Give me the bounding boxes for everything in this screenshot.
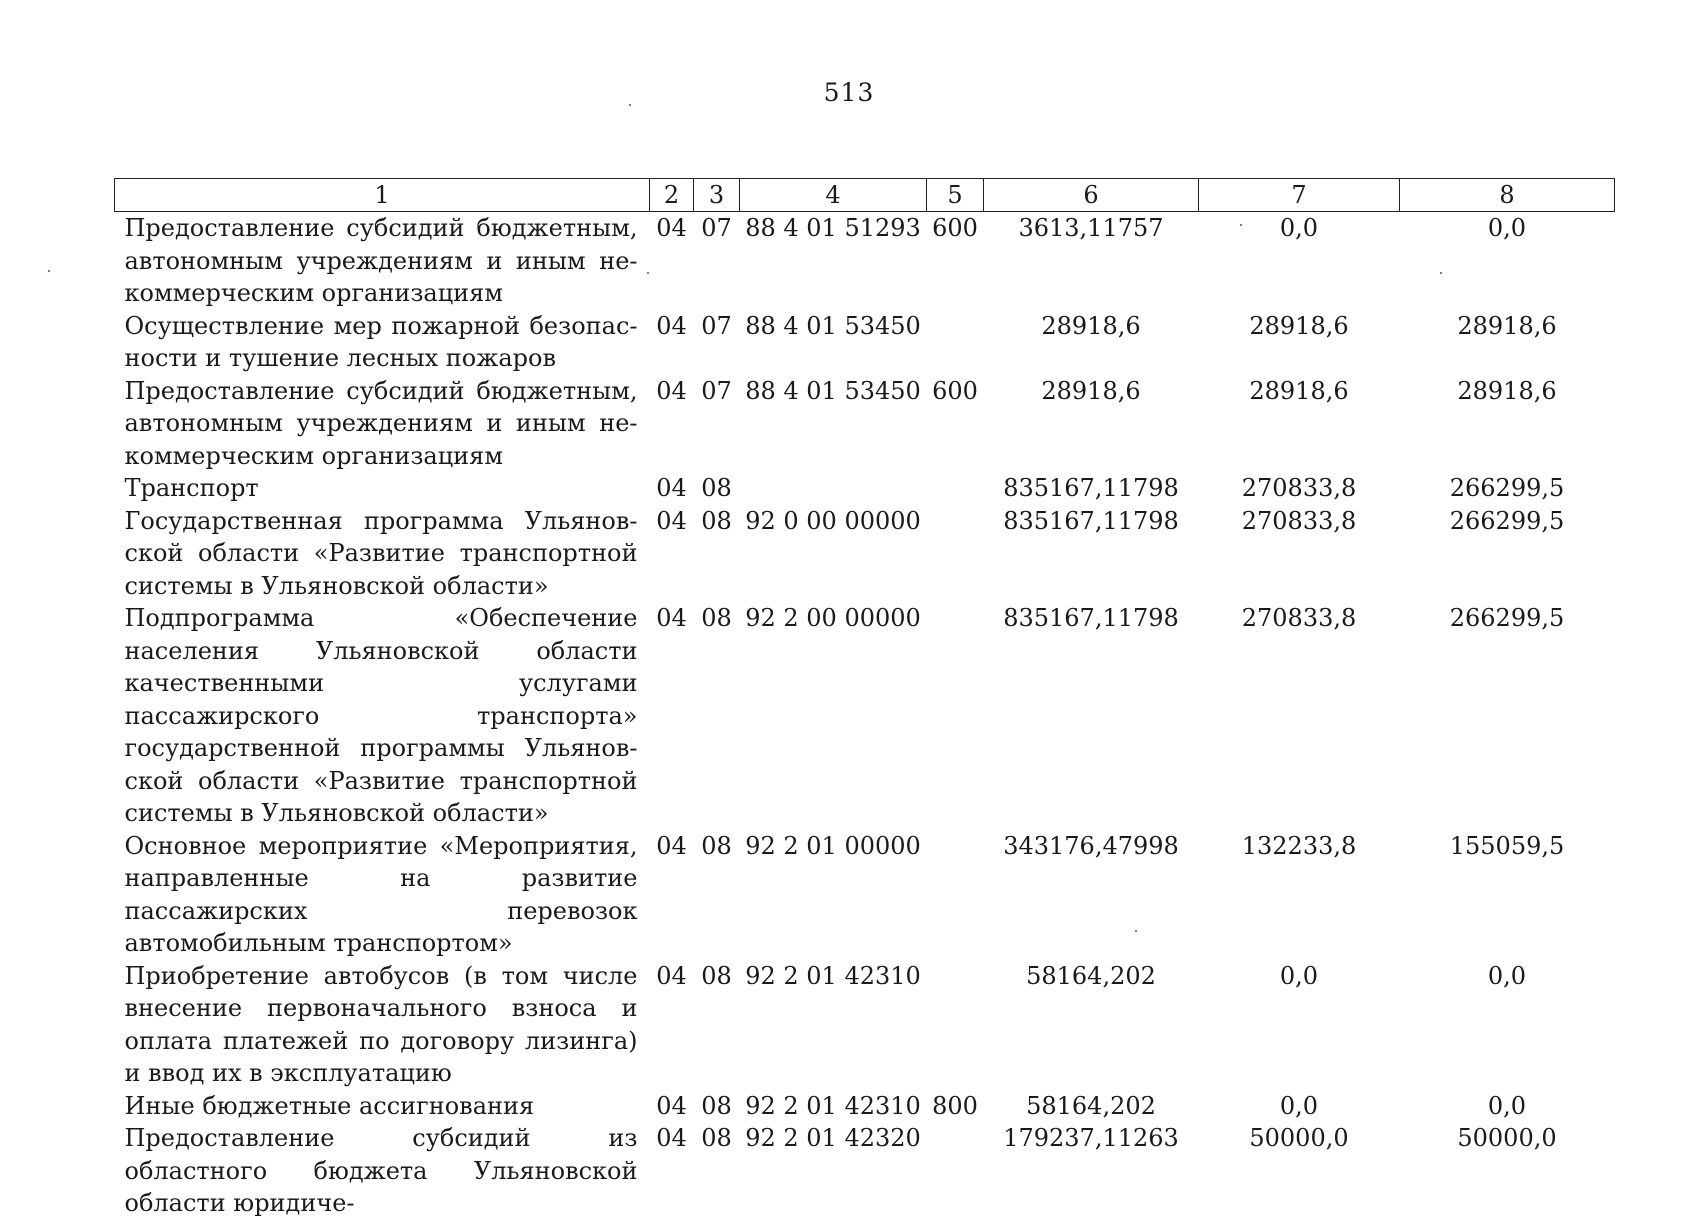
- column-header: 4: [740, 179, 927, 212]
- target-article-code: 92 2 01 42310: [745, 961, 921, 990]
- section-code: 04: [656, 961, 687, 990]
- subsection-code: 08: [701, 1124, 732, 1152]
- expense-type-code: [927, 960, 984, 1090]
- amount-col-6: 835167,11798: [1003, 474, 1179, 502]
- amount-col-6: 835167,11798: [1003, 604, 1179, 632]
- subsection-code: 07: [701, 214, 732, 242]
- page-number: 513: [823, 78, 875, 107]
- amount-col-7: 28918,6: [1249, 311, 1349, 340]
- amount-col-6: 28918,6: [1041, 311, 1141, 340]
- scan-speck: [629, 104, 631, 106]
- table-row: [115, 1090, 1615, 1123]
- target-article-code: 88 4 01 53450: [745, 376, 921, 405]
- target-article-code: 92 2 01 00000: [745, 831, 921, 860]
- expense-type-code: 600: [932, 214, 978, 242]
- target-article-code: 92 0 00 00000: [745, 506, 921, 535]
- amount-col-6: 3613,11757: [1018, 214, 1164, 242]
- expense-type-code: [927, 472, 984, 505]
- column-header: 8: [1400, 179, 1615, 212]
- section-code: 04: [656, 506, 687, 535]
- section-code: 04: [656, 311, 687, 340]
- subsection-code: 08: [701, 604, 732, 632]
- amount-col-6: 179237,11263: [1003, 1124, 1179, 1152]
- item-name: Основное мероприятие «Мероприятия, направленные на развитие пассажирских перевозок автомобильным транспортом»: [124, 831, 638, 957]
- amount-col-7: 0,0: [1279, 961, 1319, 990]
- table-row: [115, 310, 1615, 375]
- scan-speck: [48, 270, 50, 272]
- amount-col-8: 0,0: [1487, 961, 1527, 990]
- expense-type-code: 800: [932, 1091, 978, 1120]
- section-code: 04: [656, 604, 687, 632]
- amount-col-8: 266299,5: [1449, 474, 1565, 502]
- amount-col-7: 270833,8: [1241, 474, 1357, 502]
- table-row: [115, 472, 1615, 505]
- expense-type-code: [927, 310, 984, 375]
- column-header: 6: [984, 179, 1199, 212]
- subsection-code: 08: [701, 961, 732, 990]
- table-row: [115, 375, 1615, 473]
- target-article-code: 92 2 01 42310: [745, 1091, 921, 1120]
- target-article-code: 92 2 00 00000: [745, 604, 921, 632]
- item-name: Предоставление субсидий из областного бюджета Ульяновской области юридиче-: [124, 1124, 638, 1217]
- column-header: 7: [1199, 179, 1400, 212]
- item-name: Предоставление субсидий бюджетным, автономным учреждениям и иным некоммерческим организациям: [124, 214, 638, 307]
- item-name: Приобретение автобусов (в том числе внесение первоначального взноса и оплата платежей по договору лизинга) и ввод их в эксплуатацию: [124, 961, 638, 1087]
- amount-col-7: 28918,6: [1249, 376, 1349, 405]
- amount-col-8: 50000,0: [1457, 1124, 1557, 1152]
- amount-col-8: 266299,5: [1449, 506, 1565, 535]
- amount-col-7: 132233,8: [1241, 831, 1357, 860]
- amount-col-6: 28918,6: [1041, 376, 1141, 405]
- item-name: Осуществление мер пожарной безопасности и тушение лесных пожаров: [124, 311, 638, 372]
- section-code: 04: [656, 1091, 687, 1120]
- table-row: [115, 1122, 1615, 1220]
- expense-type-code: [927, 602, 984, 830]
- amount-col-6: 58164,202: [1026, 961, 1156, 990]
- amount-col-8: 28918,6: [1457, 311, 1557, 340]
- budget-table: [114, 178, 1615, 1220]
- item-name: Транспорт: [124, 474, 259, 502]
- amount-col-7: 270833,8: [1241, 604, 1357, 632]
- amount-col-6: 58164,202: [1026, 1091, 1156, 1120]
- amount-col-7: 270833,8: [1241, 506, 1357, 535]
- subsection-code: 08: [701, 474, 732, 502]
- table-row: [115, 602, 1615, 830]
- amount-col-6: 835167,11798: [1003, 506, 1179, 535]
- table-row: [115, 505, 1615, 603]
- expense-type-code: 600: [932, 376, 978, 405]
- table-row: [115, 830, 1615, 960]
- amount-col-8: 0,0: [1487, 214, 1527, 242]
- table-row: [115, 960, 1615, 1090]
- subsection-code: 08: [701, 1091, 732, 1120]
- target-article-code: 92 2 01 42320: [745, 1124, 921, 1152]
- amount-col-8: 155059,5: [1449, 831, 1565, 860]
- section-code: 04: [656, 831, 687, 860]
- target-article-code: 88 4 01 51293: [745, 214, 921, 242]
- target-article-code: 88 4 01 53450: [745, 311, 921, 340]
- subsection-code: 07: [701, 376, 732, 405]
- subsection-code: 07: [701, 311, 732, 340]
- section-code: 04: [656, 376, 687, 405]
- item-name: Предоставление субсидий бюджетным, автономным учреждениям и иным некоммерческим организациям: [124, 376, 638, 470]
- amount-col-6: 343176,47998: [1003, 831, 1179, 860]
- amount-col-7: 50000,0: [1249, 1124, 1349, 1152]
- section-code: 04: [656, 214, 687, 242]
- amount-col-8: 0,0: [1487, 1091, 1527, 1120]
- target-article-code: [740, 472, 927, 505]
- amount-col-8: 266299,5: [1449, 604, 1565, 632]
- column-header: 3: [694, 179, 740, 212]
- expense-type-code: [927, 1122, 984, 1220]
- expense-type-code: [927, 505, 984, 603]
- column-header: 2: [650, 179, 694, 212]
- amount-col-7: 0,0: [1279, 214, 1319, 242]
- expense-type-code: [927, 830, 984, 960]
- column-header: 5: [927, 179, 984, 212]
- amount-col-8: 28918,6: [1457, 376, 1557, 405]
- table-row: [115, 212, 1615, 310]
- table-header-row: [115, 179, 1615, 212]
- section-code: 04: [656, 1124, 687, 1152]
- column-header: 1: [115, 179, 650, 212]
- subsection-code: 08: [701, 831, 732, 860]
- amount-col-7: 0,0: [1279, 1091, 1319, 1120]
- subsection-code: 08: [701, 506, 732, 535]
- item-name: Подпрограмма «Обеспечение населения Ульяновской области качественными услугами пассажирского транспорта» государственной программы Ульяновской области «Развитие транспортной системы в Ульяновской области»: [124, 604, 638, 827]
- item-name: Государственная программа Ульяновской области «Развитие транспортной системы в Ульяновской области»: [124, 506, 638, 600]
- section-code: 04: [656, 474, 687, 502]
- item-name: Иные бюджетные ассигнования: [124, 1091, 535, 1120]
